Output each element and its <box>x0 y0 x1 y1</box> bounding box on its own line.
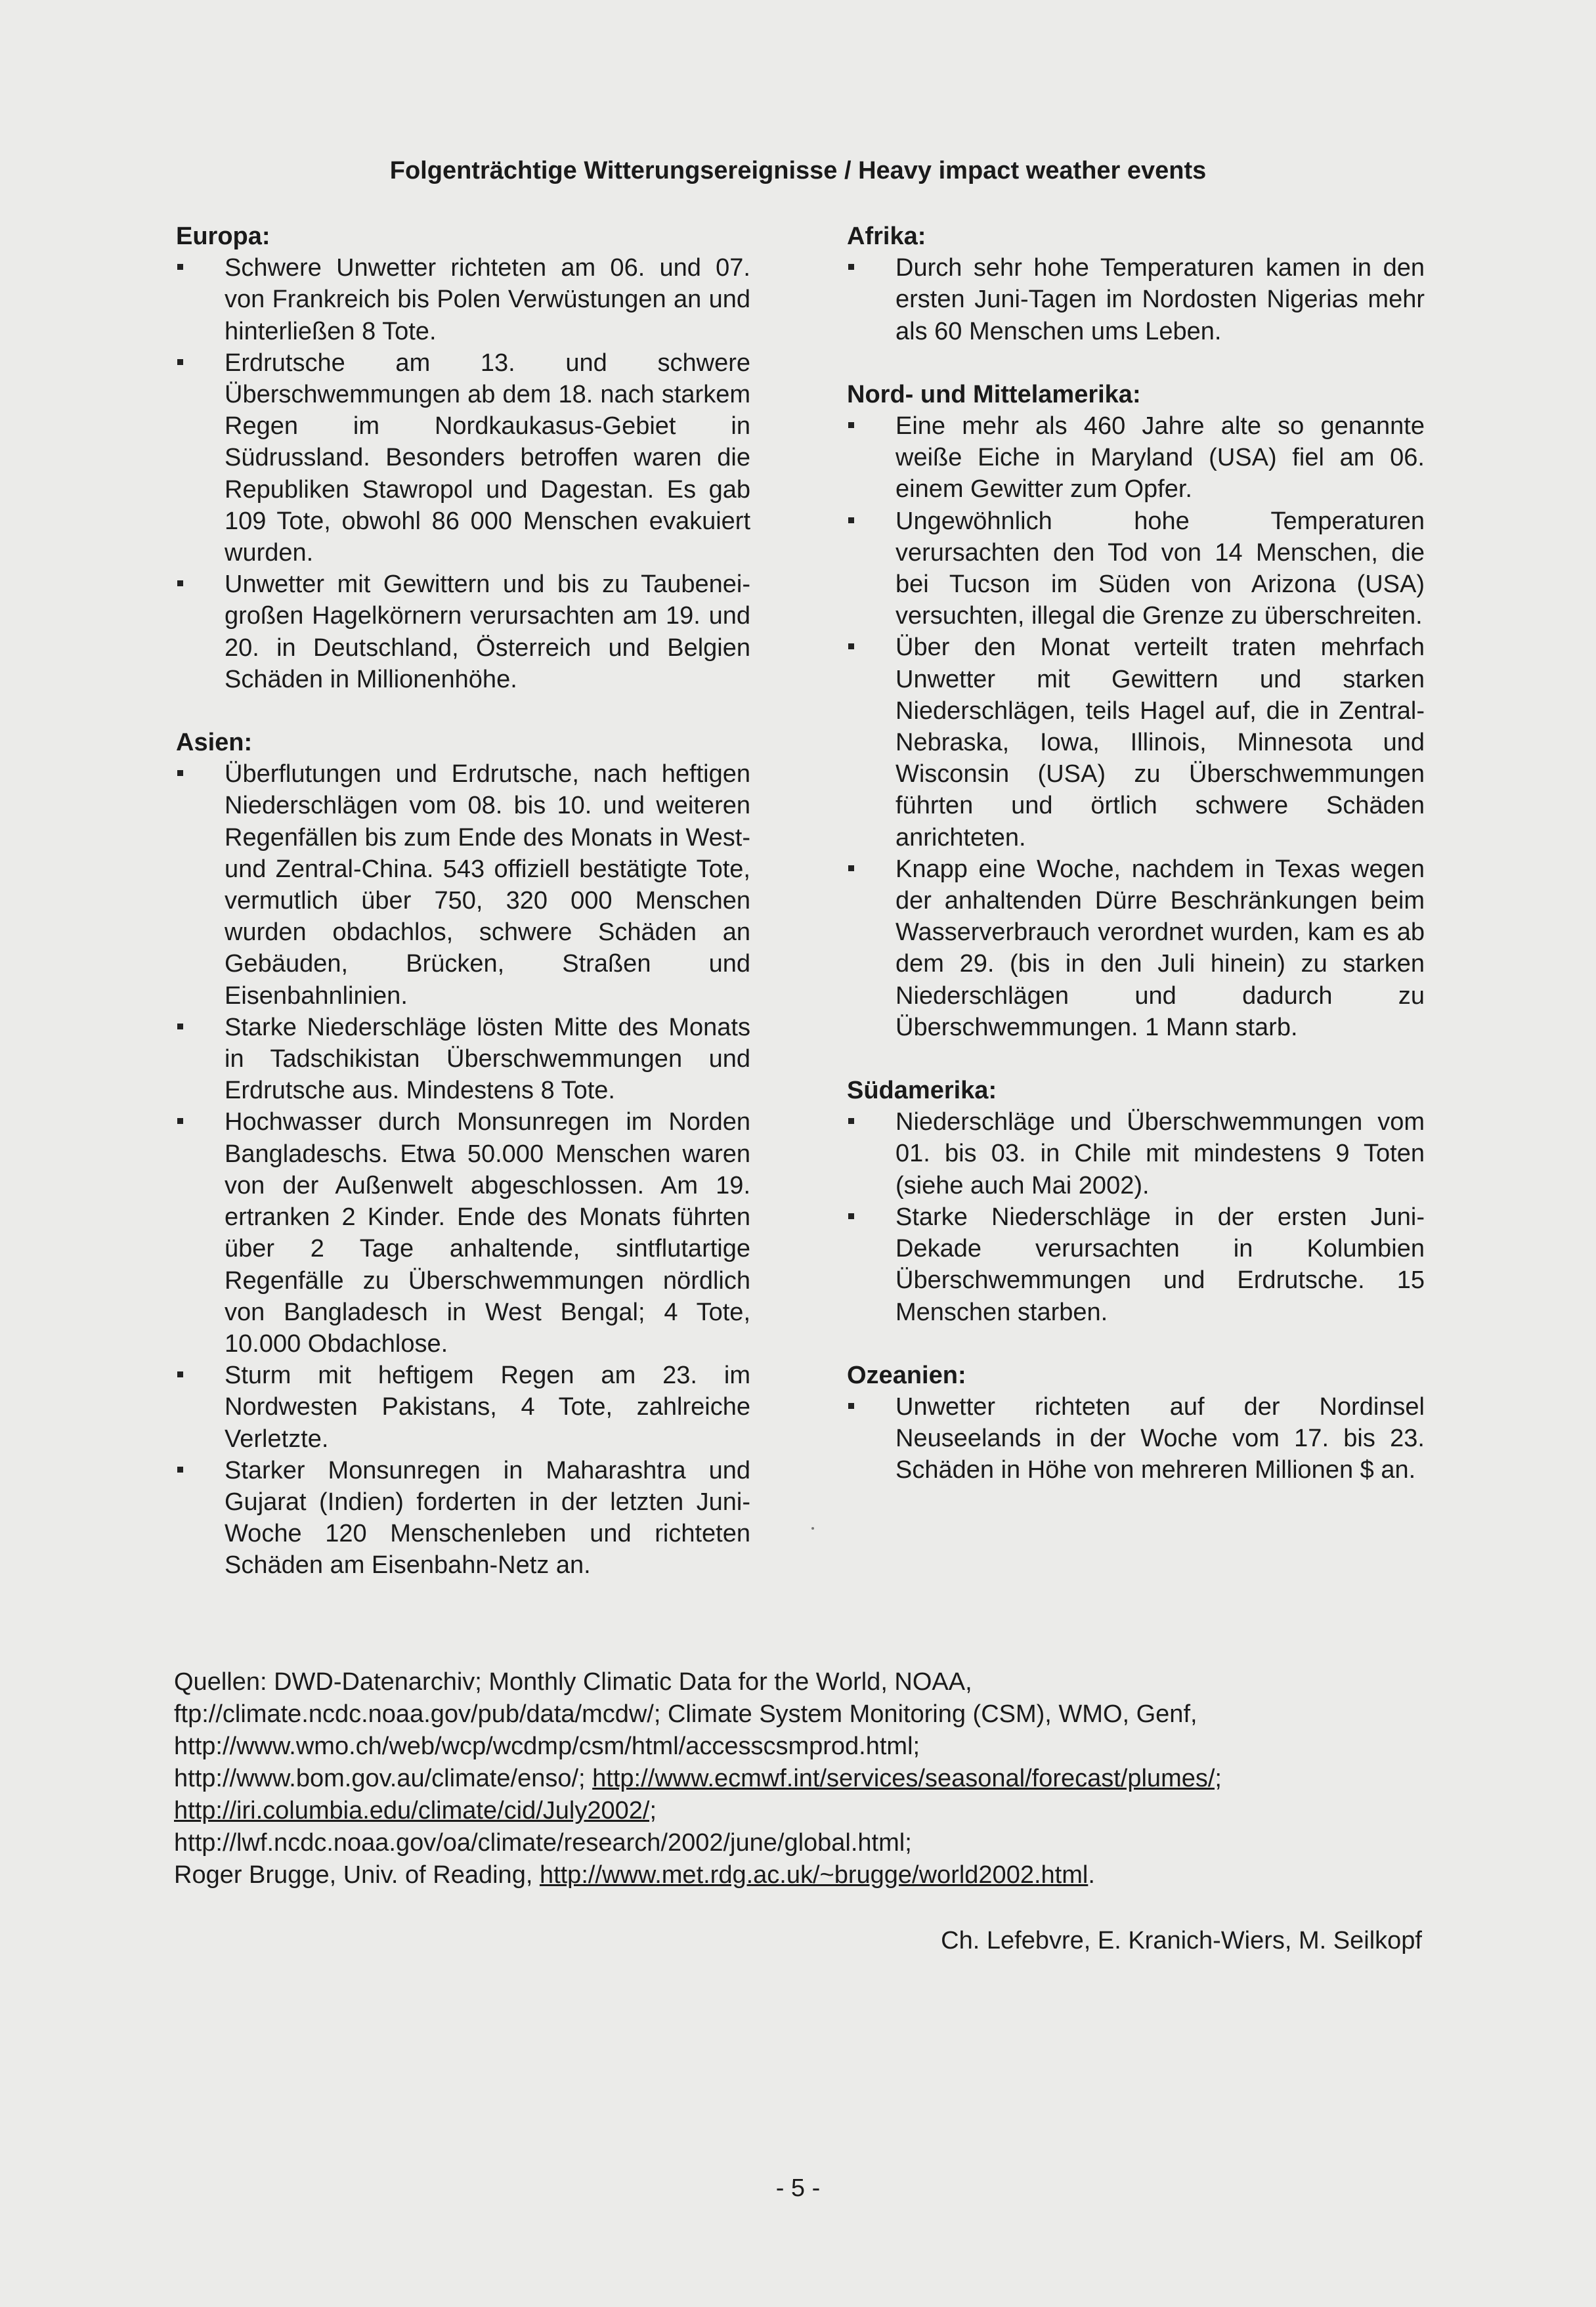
list-item-text: Über den Monat verteilt traten mehrfach Unwetter mit Gewittern und starken Niederschlägen, teils Hagel auf, die in Zentral-Nebraska, Iowa, Illinois, Minnesota und Wisconsin (USA) zu Überschwemmungen führten und örtlich schwere Schäden anrichteten. <box>895 634 1425 852</box>
list-item-text: Unwetter richteten auf der Nordinsel Neuseelands in der Woche vom 17. bis 23. Schäden in Höhe von mehreren Millionen $ an. <box>895 1392 1425 1484</box>
bullet-list <box>176 252 750 695</box>
met-rdg-link[interactable]: http://www.met.rdg.ac.uk/~brugge/world2002.html <box>539 1861 1089 1889</box>
authors: Ch. Lefebvre, E. Kranich-Wiers, M. Seilkopf <box>941 1927 1422 1954</box>
list-item <box>847 410 1425 506</box>
list-item <box>176 1012 750 1107</box>
bullet-icon <box>177 770 183 776</box>
sources-text: http://www.bom.gov.au/climate/enso/; <box>174 1765 593 1792</box>
sources-line: http://lwf.ncdc.noaa.gov/oa/climate/research/2002/june/global.html; <box>174 1829 912 1857</box>
list-item <box>847 1391 1425 1486</box>
bullet-icon <box>848 865 854 871</box>
section-europa <box>176 221 750 695</box>
sources-line: Quellen: DWD-Datenarchiv; Monthly Climatic Data for the World, NOAA, <box>174 1668 972 1696</box>
list-item <box>847 1201 1425 1328</box>
section-nord-und-mittelamerika <box>847 379 1425 1043</box>
sources-line <box>174 1763 1421 1795</box>
list-item-text: Niederschläge und Überschwemmungen vom 01. bis 03. in Chile mit mindestens 9 Toten (siehe auch Mai 2002). <box>895 1108 1425 1199</box>
list-item <box>176 347 750 569</box>
ecmwf-link[interactable]: http://www.ecmwf.int/services/seasonal/forecast/plumes/; <box>592 1765 1222 1792</box>
list-item <box>176 758 750 1012</box>
bullet-icon <box>177 1371 183 1377</box>
list-item-text: Starke Niederschläge lösten Mitte des Monats in Tadschikistan Überschwemmungen und Erdrutsche aus. Mindestens 8 Tote. <box>225 1013 750 1105</box>
bullet-icon <box>177 580 183 586</box>
list-item <box>176 1106 750 1360</box>
list-item <box>176 569 750 695</box>
section-suedamerika <box>847 1075 1425 1328</box>
bullet-icon <box>177 359 183 365</box>
bullet-icon <box>848 1213 854 1219</box>
list-item-text: Knapp eine Woche, nachdem in Texas wegen der anhaltenden Dürre Beschränkungen beim Wasserverbrauch verordnet wurden, kam es ab dem 29. (bis in den Juli hinein) zu starken Niederschlägen und dadurch zu Überschwemmungen. 1 Mann starb. <box>895 855 1425 1041</box>
list-item-text: Starke Niederschläge in der ersten Juni-Dekade verursachten in Kolumbien Überschwemmungen und Erdrutsche. 15 Menschen starben. <box>895 1203 1425 1326</box>
section-afrika <box>847 221 1425 347</box>
section-heading: Ozeanien: <box>847 1361 966 1389</box>
page-title: Folgenträchtige Witterungsereignisse / Heavy impact weather events <box>389 157 1207 184</box>
list-item-text: Ungewöhnlich hohe Temperaturen verursachten den Tod von 14 Menschen, die bei Tucson im Süden von Arizona (USA) versuchten, illegal die Grenze zu überschreiten. <box>895 507 1425 630</box>
list-item-text: Erdrutsche am 13. und schwere Überschwemmungen ab dem 18. nach starkem Regen im Nordkaukasus-Gebiet in Südrussland. Besonders betroffen waren die Republiken Stawropol und Dagestan. Es gab 109 Tote, obwohl 86 000 Menschen evakuiert wurden. <box>225 349 750 567</box>
list-item-text: Überflutungen und Erdrutsche, nach heftigen Niederschlägen vom 08. bis 10. und weiteren Regenfällen bis zum Ende des Monats in West- und Zentral-China. 543 offiziell bestätigte Tote, vermutlich über 750, 320 000 Menschen wurden obdachlos, schwere Schäden an Gebäuden, Brücken, Straßen und Eisenbahnlinien. <box>225 760 750 1010</box>
list-item <box>176 1455 750 1582</box>
list-item <box>176 252 750 347</box>
sources-block <box>174 1666 1421 1891</box>
section-asien <box>176 727 750 1581</box>
bullet-list <box>847 1106 1425 1327</box>
bullet-icon <box>177 1024 183 1029</box>
bullet-icon <box>848 1118 854 1124</box>
section-heading: Afrika: <box>847 223 926 250</box>
sources-text: Roger Brugge, Univ. of Reading, <box>174 1861 540 1889</box>
page-number: - 5 - <box>775 2174 821 2202</box>
list-item-text: Durch sehr hohe Temperaturen kamen in den ersten Juni-Tagen im Nordosten Nigerias mehr als 60 Menschen ums Leben. <box>895 254 1425 345</box>
list-item <box>847 252 1425 347</box>
bullet-icon <box>177 264 183 270</box>
sources-line: ftp://climate.ncdc.noaa.gov/pub/data/mcdw/; Climate System Monitoring (CSM), WMO, Genf, <box>174 1700 1197 1728</box>
section-heading: Asien: <box>176 729 253 757</box>
scan-speck <box>811 1527 814 1530</box>
bullet-icon <box>848 1403 854 1409</box>
list-item-text: Starker Monsunregen in Maharashtra und Gujarat (Indien) forderten in der letzten Juni-Woche 120 Menschenleben und richteten Schäden am Eisenbahn-Netz an. <box>225 1456 750 1580</box>
list-item-text: Sturm mit heftigem Regen am 23. im Nordwesten Pakistans, 4 Tote, zahlreiche Verletzte. <box>225 1362 750 1453</box>
list-item <box>847 632 1425 853</box>
bullet-icon <box>848 643 854 649</box>
list-item-text: Unwetter mit Gewittern und bis zu Taubenei-großen Hagelkörnern verursachten am 19. und 20. in Deutschland, Österreich und Belgien Schäden in Millionenhöhe. <box>225 571 750 693</box>
list-item-text: Hochwasser durch Monsunregen im Norden Bangladeschs. Etwa 50.000 Menschen waren von der Außenwelt abgeschlossen. Am 19. ertranken 2 Kinder. Ende des Monats führten über 2 Tage anhaltende, sintflutartige Regenfälle zu Überschwemmungen nördlich von Bangladesch in West Bengal; 4 Tote, 10.000 Obdachlose. <box>225 1108 750 1358</box>
section-heading: Europa: <box>176 223 270 250</box>
list-item <box>847 1106 1425 1201</box>
sources-line <box>174 1859 1421 1891</box>
list-item <box>847 853 1425 1043</box>
sources-line: http://www.wmo.ch/web/wcp/wcdmp/csm/html/accesscsmprod.html; <box>174 1733 920 1760</box>
list-item-text: Eine mehr als 460 Jahre alte so genannte weiße Eiche in Maryland (USA) fiel am 06. einem Gewitter zum Opfer. <box>895 412 1425 504</box>
sources-text: . <box>1088 1861 1095 1889</box>
section-ozeanien <box>847 1360 1425 1486</box>
bullet-list <box>847 252 1425 347</box>
section-heading: Nord- und Mittelamerika: <box>847 380 1141 408</box>
bullet-icon <box>848 517 854 523</box>
list-item <box>176 1360 750 1455</box>
bullet-icon <box>177 1467 183 1473</box>
list-item <box>847 506 1425 632</box>
bullet-list <box>847 1391 1425 1486</box>
left-column <box>176 221 750 1613</box>
bullet-icon <box>848 264 854 270</box>
bullet-list <box>847 410 1425 1043</box>
section-heading: Südamerika: <box>847 1077 997 1105</box>
iri-link[interactable]: http://iri.columbia.edu/climate/cid/July2002/; <box>174 1797 657 1824</box>
bullet-icon <box>177 1118 183 1124</box>
list-item-text: Schwere Unwetter richteten am 06. und 07. von Frankreich bis Polen Verwüstungen an und hinterließen 8 Tote. <box>225 254 750 345</box>
right-column <box>847 221 1425 1518</box>
bullet-icon <box>848 422 854 428</box>
bullet-list <box>176 758 750 1581</box>
